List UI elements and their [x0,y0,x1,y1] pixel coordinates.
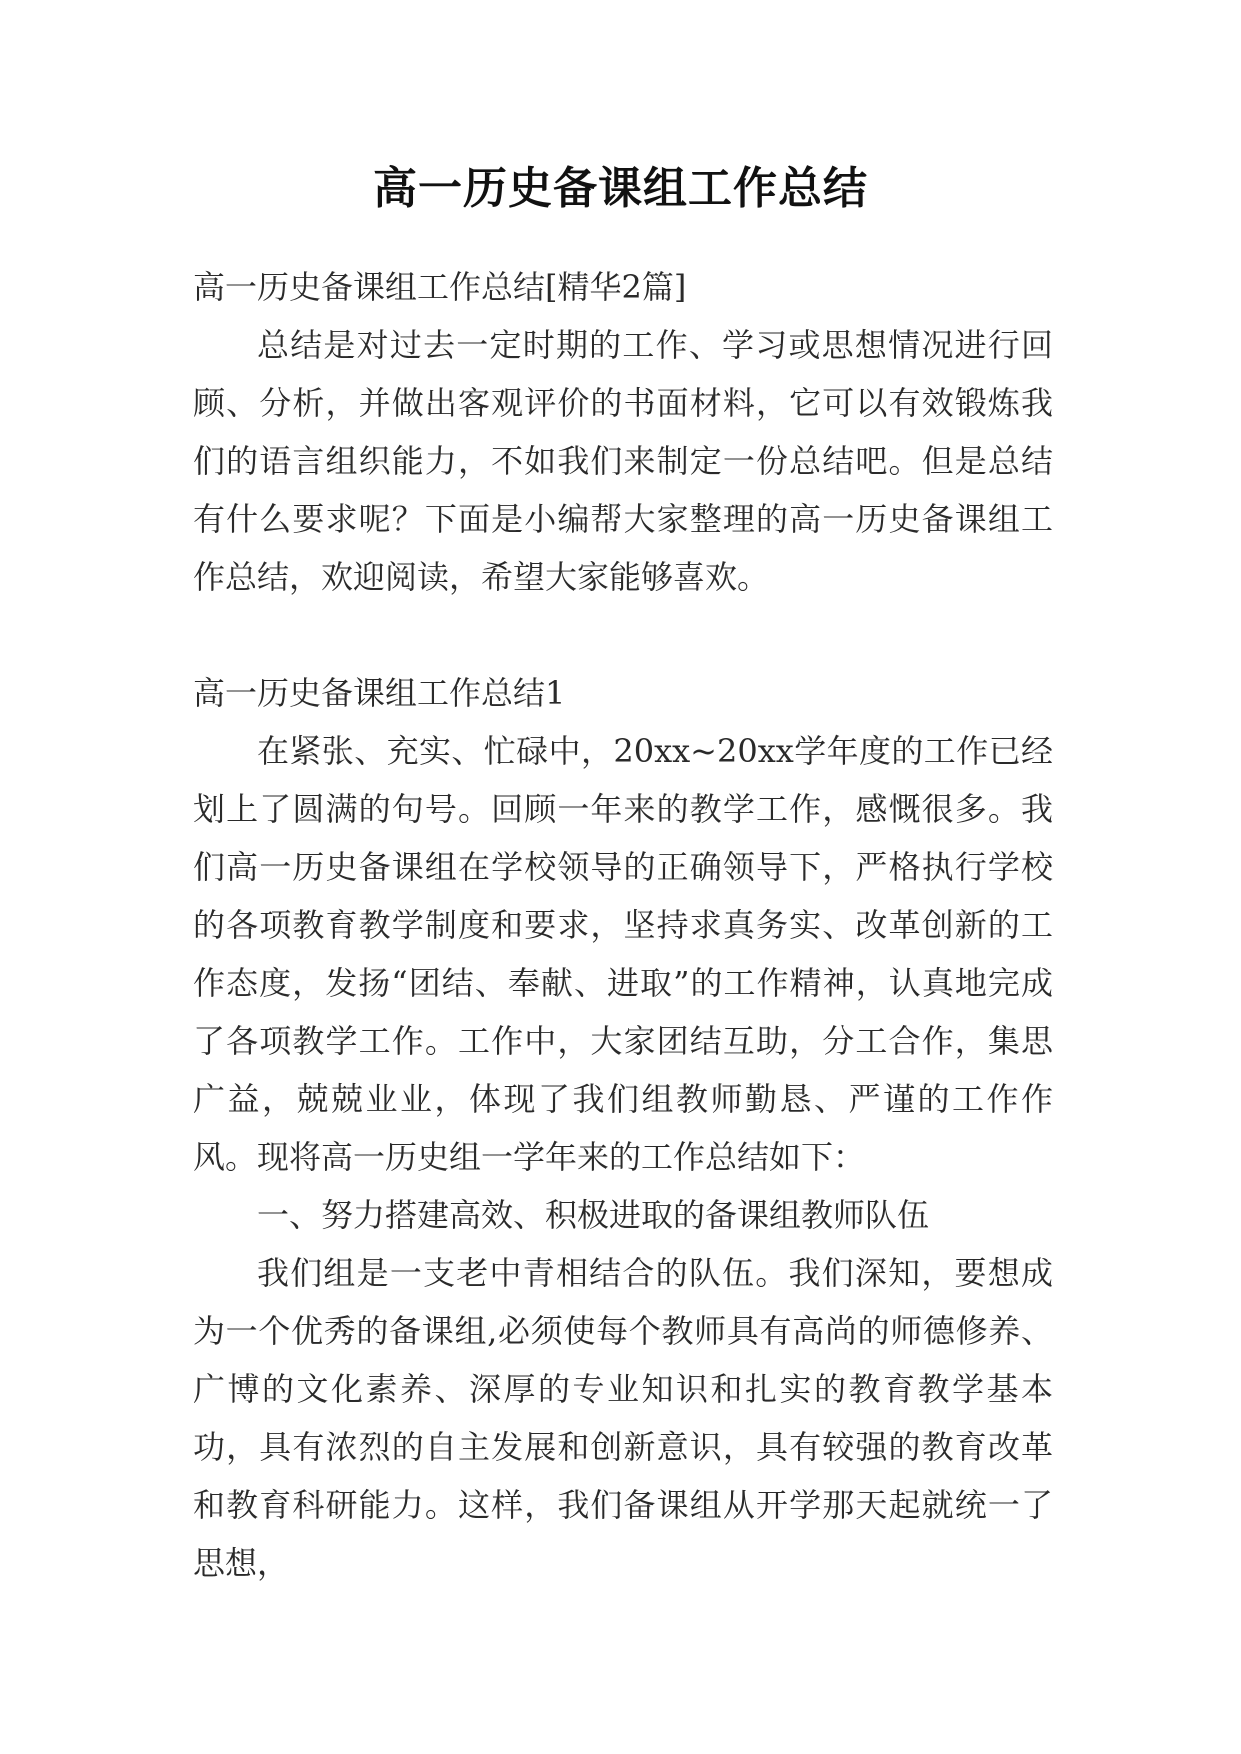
point-heading: 一、努力搭建高效、积极进取的备课组教师队伍 [257,1196,930,1234]
paragraph-gap [193,606,1053,664]
intro-paragraph: 总结是对过去一定时期的工作、学习或思想情况进行回顾、分析，并做出客观评价的书面材料，它可以有效锻炼我们的语言组织能力，不如我们来制定一份总结吧。但是总结有什么要求呢？下面是小编帮大家整理的高一历史备课组工作总结，欢迎阅读，希望大家能够喜欢。 [193,326,1053,596]
section-paragraph: 在紧张、充实、忙碌中，20xx~20xx学年度的工作已经划上了圆满的句号。回顾一年来的教学工作，感慨很多。我们高一历史备课组在学校领导的正确领导下，严格执行学校的各项教育教学制度和要求，坚持求真务实、改革创新的工作态度，发扬“团结、奉献、进取”的工作精神，认真地完成了各项教学工作。工作中，大家团结互助，分工合作，集思广益，兢兢业业，体现了我们组教师勤恳、严谨的工作作风。现将高一历史组一学年来的工作总结如下： [193,732,1053,1176]
document-subtitle: 高一历史备课组工作总结[精华2篇] [193,268,687,306]
point-paragraph: 我们组是一支老中青相结合的队伍。我们深知，要想成为一个优秀的备课组,必须使每个教师具有高尚的师德修养、广博的文化素养、深厚的专业知识和扎实的教育教学基本功，具有浓烈的自主发展和创新意识，具有较强的教育改革和教育科研能力。这样，我们备课组从开学那天起就统一了思想， [193,1254,1053,1582]
document-title: 高一历史备课组工作总结 [373,163,868,214]
document-body [193,258,1053,1592]
section-heading: 高一历史备课组工作总结1 [193,674,566,712]
